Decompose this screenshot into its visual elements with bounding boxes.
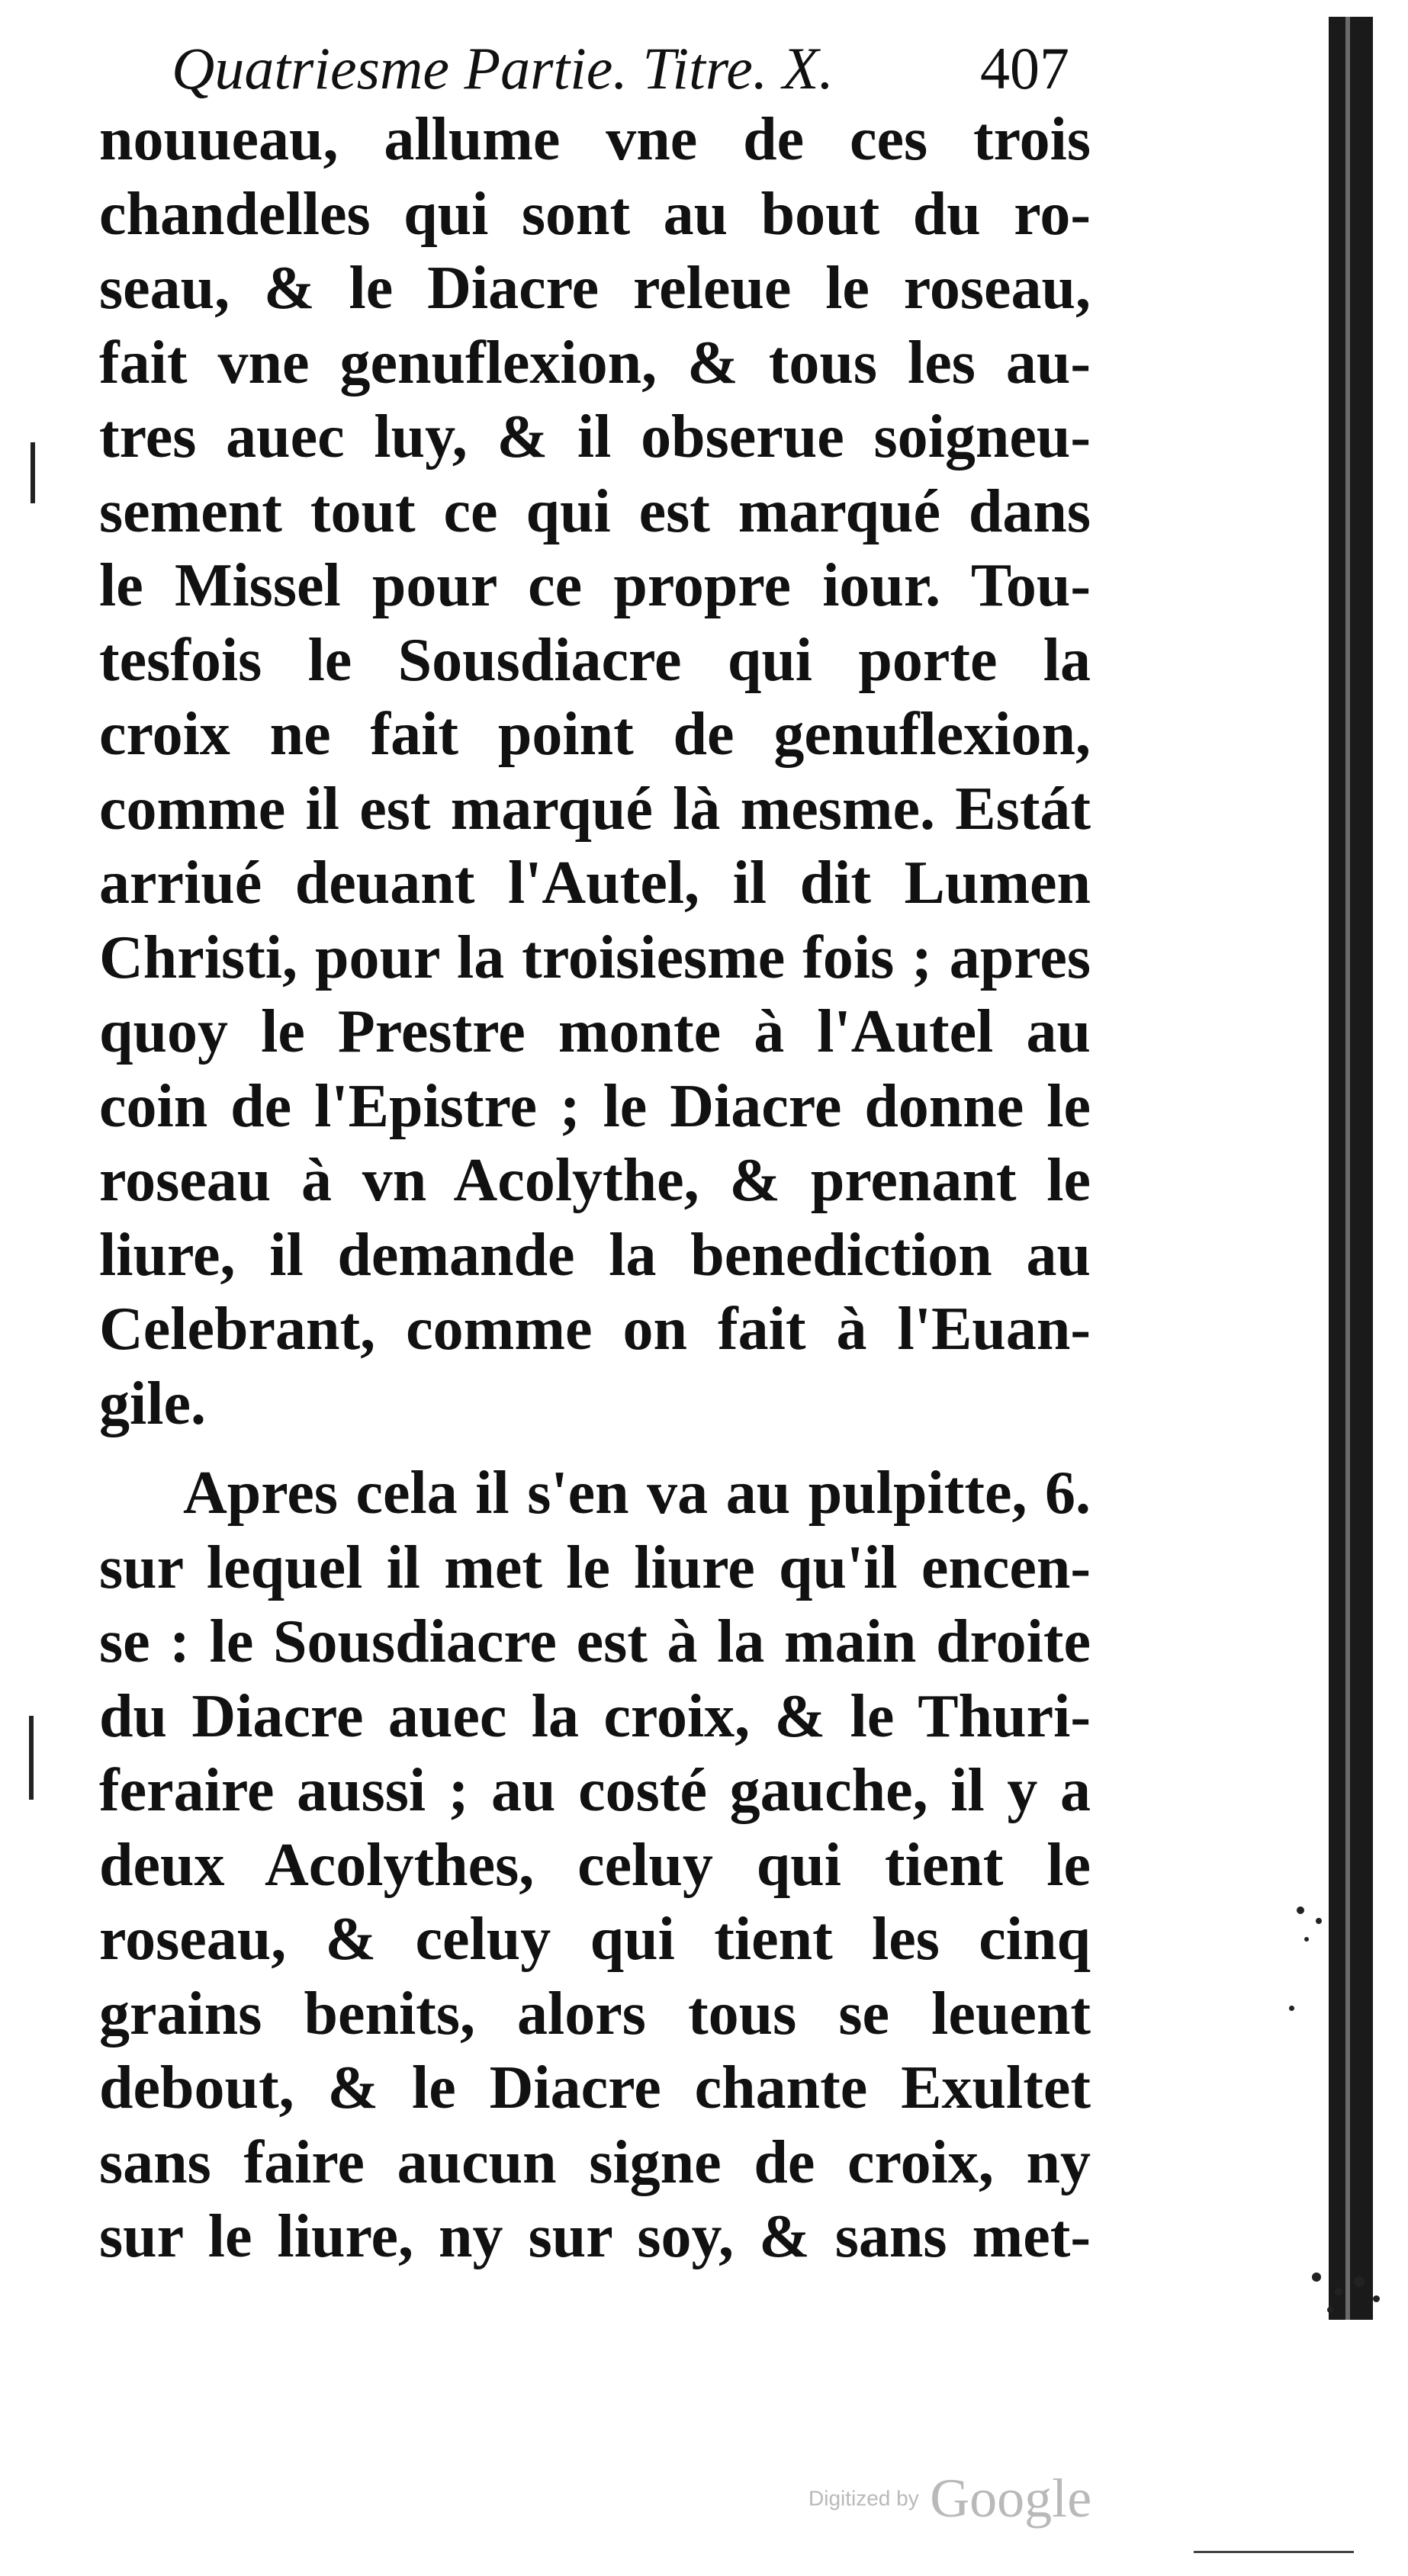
text-line: Apres cela il s'en va au pulpitte, 6.	[183, 1460, 1091, 1527]
speck	[1297, 1906, 1304, 1914]
margin-specks	[1281, 1891, 1403, 2349]
body-text	[99, 103, 1091, 2275]
text-line: coin de l'Epistre ; le Diacre donne le	[99, 1072, 1091, 1140]
speck	[1304, 1937, 1309, 1942]
digitized-label: Digitized by	[808, 2486, 919, 2510]
bottom-rule	[1194, 2551, 1354, 2553]
speck	[1354, 2276, 1365, 2287]
text-line: comme il est marqué là mesme. Estát	[99, 775, 1091, 843]
text-line: sement tout ce qui est marqué dans	[99, 477, 1091, 545]
text-line: sans faire aucun signe de croix, ny	[99, 2128, 1091, 2196]
text-line: seau, & le Diacre releue le roseau,	[99, 255, 1091, 322]
text-line: quoy le Prestre monte à l'Autel au	[99, 998, 1091, 1065]
text-line: roseau à vn Acolythe, & prenant le	[99, 1147, 1091, 1214]
text-line: nouueau, allume vne de ces trois	[99, 106, 1091, 173]
text-line: du Diacre auec la croix, & le Thuri-	[99, 1682, 1091, 1750]
text-line: fait vne genuflexion, & tous les au-	[99, 329, 1091, 397]
page-number: 407	[980, 35, 1069, 101]
text-line: liure, il demande la benediction au	[99, 1221, 1091, 1289]
text-line: sur le liure, ny sur soy, & sans met-	[99, 2203, 1091, 2270]
speck	[1289, 2006, 1294, 2011]
text-line: le Missel pour ce propre iour. Tou-	[99, 552, 1091, 619]
speck	[1312, 2272, 1321, 2282]
google-logo: Google	[930, 2468, 1092, 2529]
digitized-watermark	[808, 2467, 1091, 2530]
speck	[1335, 2288, 1342, 2295]
text-line: Christi, pour la troisiesme fois ; apres	[99, 923, 1091, 991]
text-line: roseau, & celuy qui tient les cinq	[99, 1906, 1091, 1973]
stray-mark	[29, 1716, 34, 1800]
running-head-title: Quatriesme Partie. Titre. X.	[172, 35, 834, 101]
text-line: feraire aussi ; au costé gauche, il y a	[99, 1757, 1091, 1824]
text-line: se : le Sousdiacre est à la main droite	[99, 1608, 1091, 1675]
stray-mark	[31, 442, 35, 503]
text-line: tres auec luy, & il obserue soigneu-	[99, 403, 1091, 471]
text-line: debout, & le Diacre chante Exultet	[99, 2054, 1091, 2122]
text-line: gile.	[99, 1370, 206, 1437]
running-head	[172, 31, 1087, 107]
text-line: croix ne fait point de genuflexion,	[99, 701, 1091, 768]
speck	[1327, 2307, 1333, 2313]
text-line: arriué deuant l'Autel, il dit Lumen	[99, 850, 1091, 917]
speck	[1373, 2295, 1380, 2302]
text-line: sur lequel il met le liure qu'il encen-	[99, 1534, 1091, 1601]
text-line: chandelles qui sont au bout du ro-	[99, 180, 1091, 248]
speck	[1316, 1918, 1322, 1924]
text-line: grains benits, alors tous se leuent	[99, 1980, 1091, 2048]
text-line: deux Acolythes, celuy qui tient le	[99, 1831, 1091, 1899]
text-line: Celebrant, comme on fait à l'Euan-	[99, 1296, 1091, 1363]
text-line: tesfois le Sousdiacre qui porte la	[99, 626, 1091, 694]
